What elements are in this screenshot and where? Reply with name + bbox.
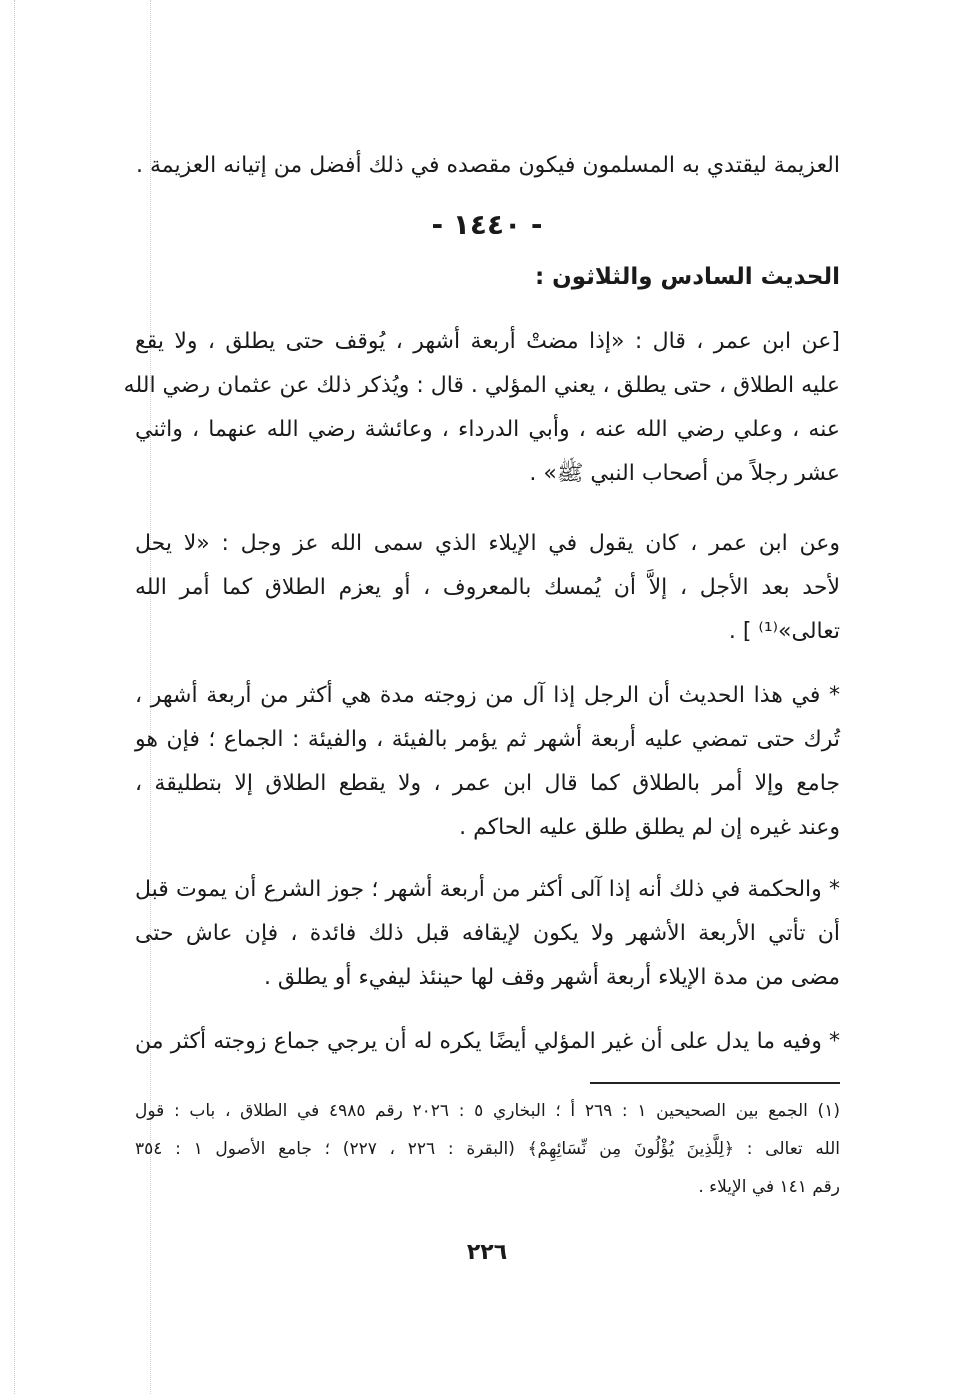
paragraph-line: عشر رجلاً من أصحاب النبي ﷺ» . xyxy=(529,461,840,486)
paragraph-line: عنه ، وعلي رضي الله عنه ، وأبي الدرداء ، وعائشة رضي الله عنهما ، واثني xyxy=(135,417,840,442)
paragraph-line: تعالى»⁽¹⁾ ] . xyxy=(728,619,840,644)
paragraph-line: [عن ابن عمر ، قال : «إذا مضتْ أربعة أشهر ، يُوقف حتى يطلق ، ولا يقع xyxy=(135,329,840,354)
paragraph-line: عليه الطلاق ، حتى يطلق ، يعني المؤلي . قال : ويُذكر ذلك عن عثمان رضي الله xyxy=(123,373,840,398)
paragraph-line: * والحكمة في ذلك أنه إذا آلى أكثر من أربعة أشهر ؛ جوز الشرع أن يموت قبل xyxy=(135,877,840,902)
footnote-line: (١) الجمع بين الصحيحين ١ : ٢٦٩ أ ؛ البخاري ٥ : ٢٠٢٦ رقم ٤٩٨٥ في الطلاق ، باب : قول xyxy=(135,1101,840,1121)
commentary-point-1 xyxy=(135,674,840,850)
hadith-text-paragraph xyxy=(123,320,840,496)
opening-line: العزيمة ليقتدي به المسلمون فيكون مقصده في ذلك أفضل من إتيانه العزيمة . xyxy=(136,153,840,178)
commentary-point-3 xyxy=(135,1020,840,1064)
footnote xyxy=(135,1092,840,1206)
commentary-point-2 xyxy=(135,868,840,1000)
paragraph-line: مضى من مدة الإيلاء أربعة أشهر وقف لها حينئذ ليفيء أو يطلق . xyxy=(263,965,840,990)
footnote-line: رقم ١٤١ في الإيلاء . xyxy=(698,1177,840,1197)
page-number: ٢٢٦ xyxy=(466,1240,508,1265)
paragraph-line: أن تأتي الأربعة الأشهر ولا يكون لإيقافه قبل ذلك فائدة ، فإن عاش حتى xyxy=(135,921,840,946)
paragraph-line: وعند غيره إن لم يطلق طلق عليه الحاكم . xyxy=(459,815,840,840)
paragraph-line: جامع وإلا أمر بالطلاق كما قال ابن عمر ، ولا يقطع الطلاق إلا بتطليقة ، xyxy=(135,771,840,796)
paragraph-line: * في هذا الحديث أن الرجل إذا آل من زوجته مدة هي أكثر من أربعة أشهر ، xyxy=(135,683,840,708)
section-heading: الحديث السادس والثلاثون : xyxy=(534,264,840,290)
paragraph-line: لأحد بعد الأجل ، إلاَّ أن يُمسك بالمعروف ، أو يعزم الطلاق كما أمر الله xyxy=(135,575,840,600)
hadith-number: - ١٤٤٠ - xyxy=(431,208,543,241)
paragraph-line: * وفيه ما يدل على أن غير المؤلي أيضًا يكره له أن يرجي جماع زوجته أكثر من xyxy=(135,1029,840,1054)
paragraph-line: تُرك حتى تمضي عليه أربعة أشهر ثم يؤمر بالفيئة ، والفيئة : الجماع ؛ فإن هو xyxy=(135,727,840,752)
footnote-line: الله تعالى : ﴿لِلَّذِينَ يُؤْلُونَ مِن نِّسَائِهِمْ﴾ (البقرة : ٢٢٦ ، ٢٢٧) ؛ جامع الأصول ١ : ٣٥٤ xyxy=(135,1139,840,1159)
hadith-text-paragraph-2 xyxy=(135,522,840,654)
opening-paragraph xyxy=(135,144,840,188)
paragraph-line: وعن ابن عمر ، كان يقول في الإيلاء الذي سمى الله عز وجل : «لا يحل xyxy=(135,531,840,556)
footnote-divider xyxy=(590,1082,840,1084)
